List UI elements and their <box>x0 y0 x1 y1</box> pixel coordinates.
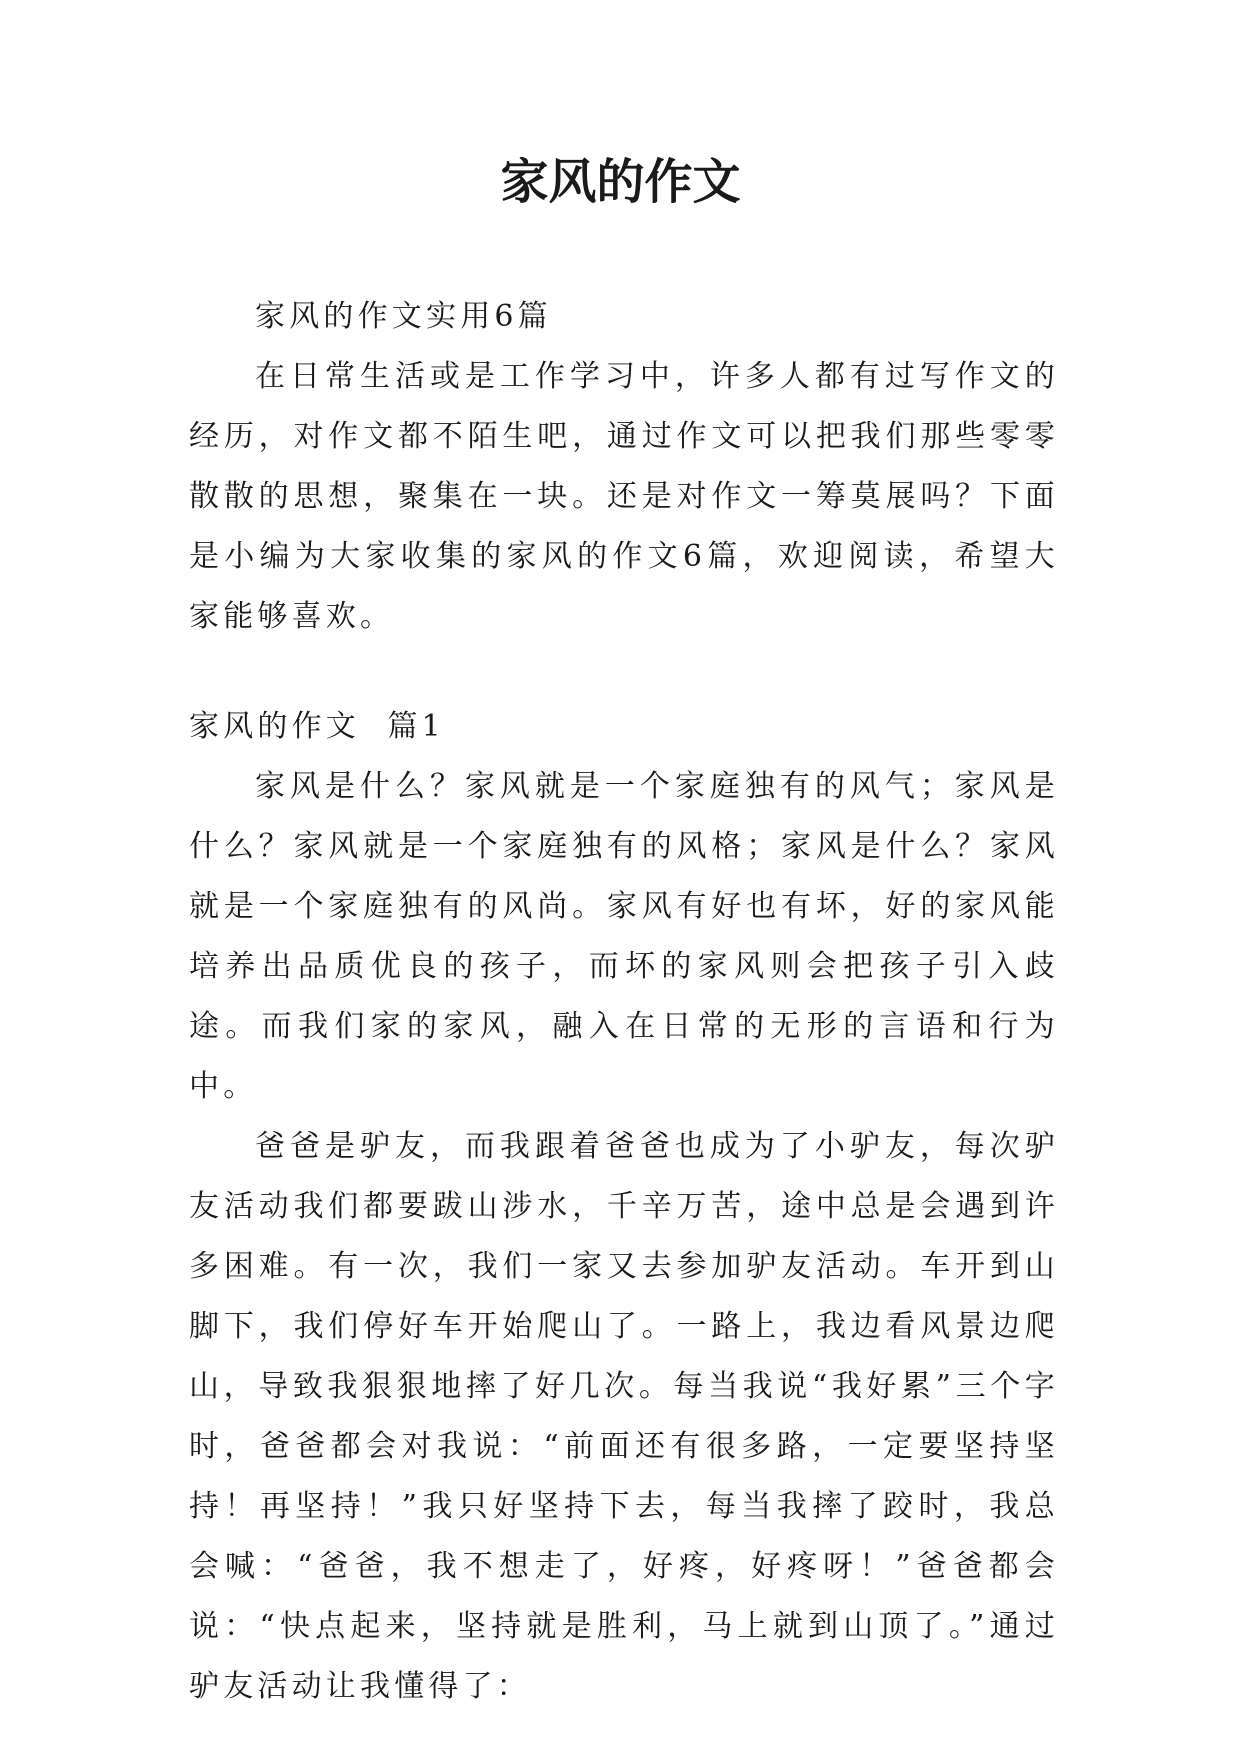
intro-paragraph: 在日常生活或是工作学习中，许多人都有过写作文的经历，对作文都不陌生吧，通过作文可以把我们那些零零散散的思想，聚集在一块。还是对作文一筹莫展吗？下面是小编为大家收集的家风的作文6篇，欢迎阅读，希望大家能够喜欢。 <box>189 359 1059 634</box>
document-subtitle: 家风的作文实用6篇 <box>255 299 552 334</box>
section-heading: 家风的作文 篇1 <box>189 709 445 744</box>
body-paragraph: 爸爸是驴友，而我跟着爸爸也成为了小驴友，每次驴友活动我们都要跋山涉水，千辛万苦，途中总是会遇到许多困难。有一次，我们一家又去参加驴友活动。车开到山脚下，我们停好车开始爬山了。一路上，我边看风景边爬山，导致我狠狠地摔了好几次。每当我说“我好累”三个字时，爸爸都会对我说：“前面还有很多路，一定要坚持坚持！再坚持！”我只好坚持下去，每当我摔了跤时，我总会喊：“爸爸，我不想走了，好疼，好疼呀！”爸爸都会说：“快点起来，坚持就是胜利，马上就到山顶了。”通过驴友活动让我懂得了： <box>189 1129 1059 1704</box>
body-paragraph: 家风是什么？家风就是一个家庭独有的风气；家风是什么？家风就是一个家庭独有的风格；家风是什么？家风就是一个家庭独有的风尚。家风有好也有坏，好的家风能培养出品质优良的孩子，而坏的家风则会把孩子引入歧途。而我们家的家风，融入在日常的无形的言语和行为中。 <box>189 769 1059 1104</box>
section-body <box>189 757 1059 1717</box>
document-title: 家风的作文 <box>500 154 741 210</box>
